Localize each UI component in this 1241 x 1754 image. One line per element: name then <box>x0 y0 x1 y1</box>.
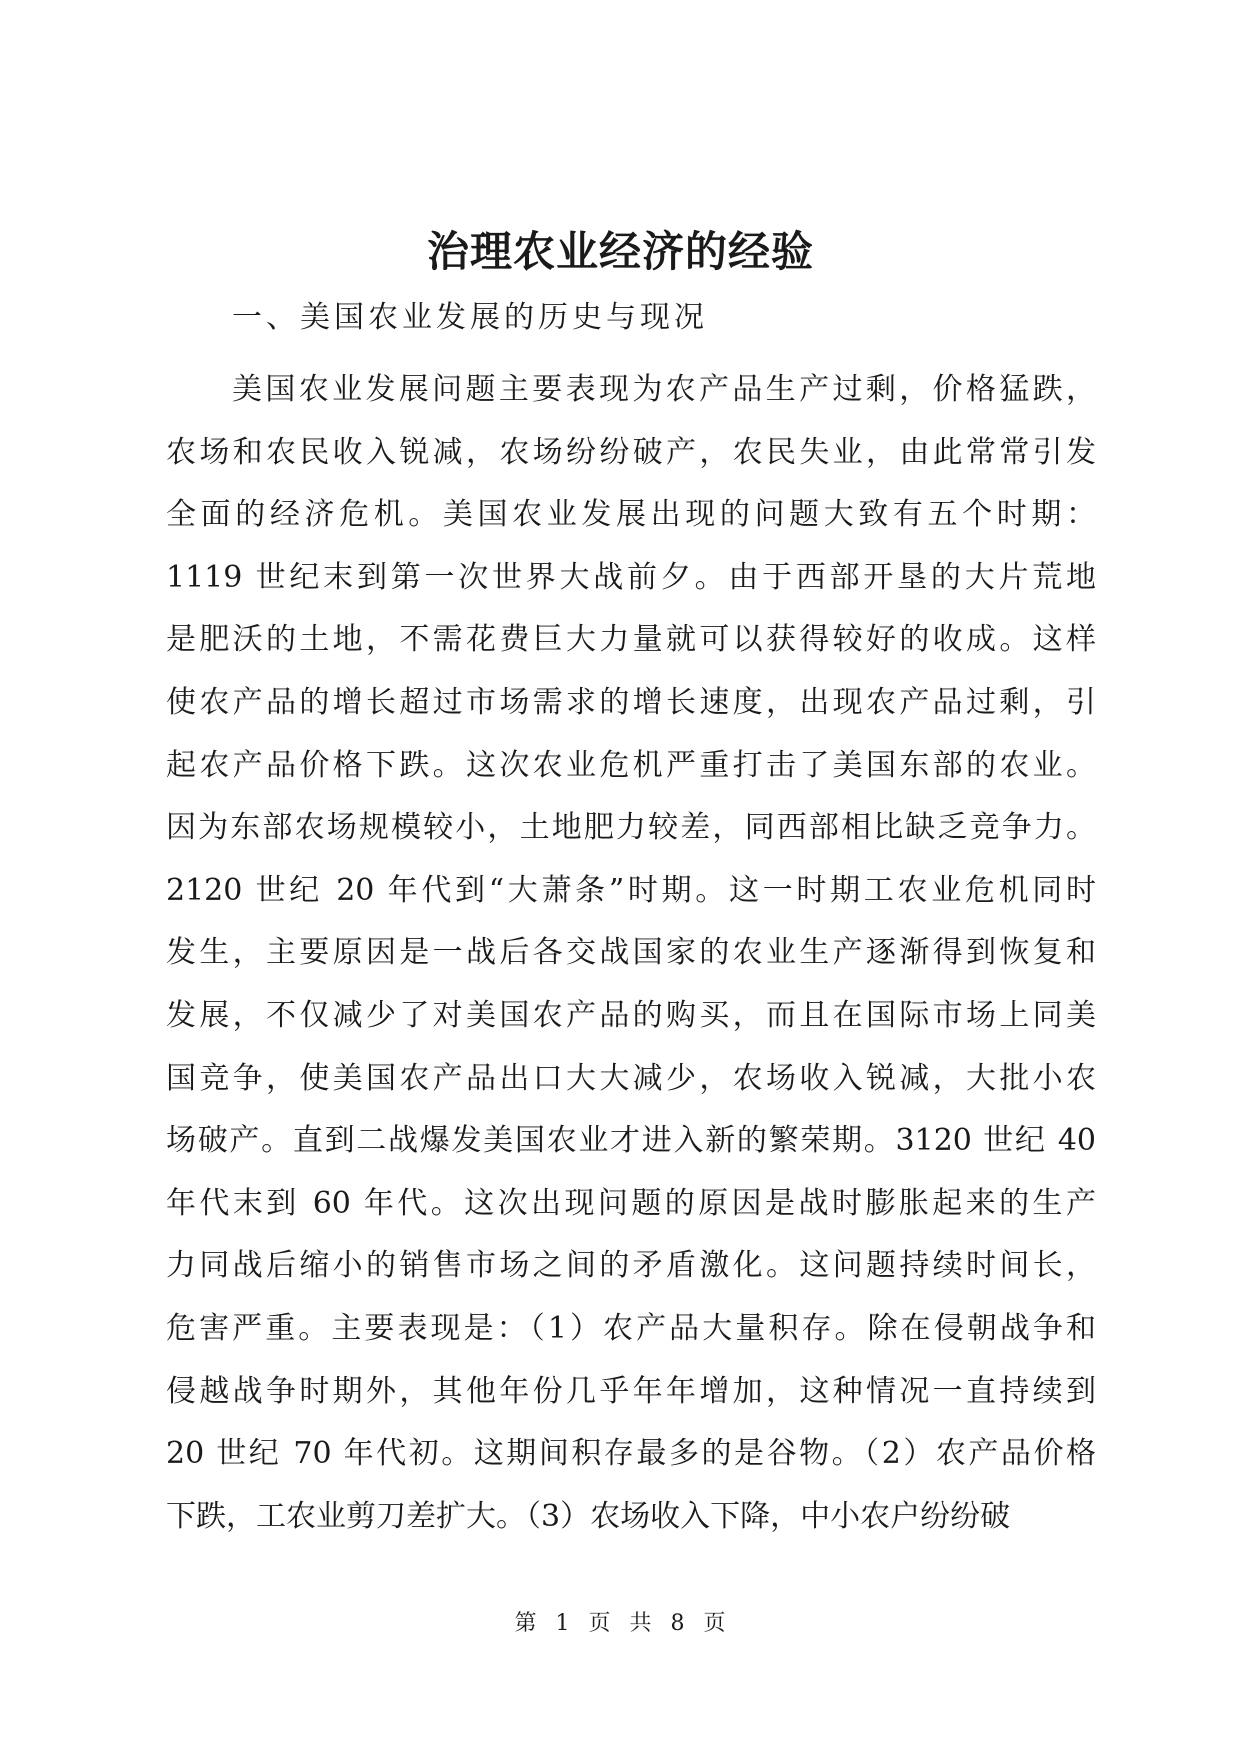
paragraph-line: 2120 世纪 20 年代到“大萧条”时期。这一时期工农业危机同时 <box>166 872 1096 908</box>
paragraph-line: 场破产。直到二战爆发美国农业才进入新的繁荣期。3120 世纪 40 <box>166 1123 1096 1159</box>
paragraph-line: 因为东部农场规模较小，土地肥力较差，同西部相比缺乏竞争力。 <box>166 810 1096 846</box>
paragraph-line: 美国农业发展问题主要表现为农产品生产过剩，价格猛跌， <box>232 372 1096 407</box>
body-paragraph <box>166 359 1096 1548</box>
paragraph-line: 发生，主要原因是一战后各交战国家的农业生产逐渐得到恢复和 <box>166 935 1096 971</box>
section-heading: 一、美国农业发展的历史与现况 <box>232 300 708 335</box>
paragraph-line: 年代末到 60 年代。这次出现问题的原因是战时膨胀起来的生产 <box>166 1185 1096 1221</box>
paragraph-line: 农场和农民收入锐减，农场纷纷破产，农民失业，由此常常引发 <box>166 434 1096 470</box>
paragraph-line: 使农产品的增长超过市场需求的增长速度，出现农产品过剩，引 <box>166 684 1096 720</box>
paragraph-line: 发展，不仅减少了对美国农产品的购买，而且在国际市场上同美 <box>166 997 1096 1033</box>
paragraph-line: 20 世纪 70 年代初。这期间积存最多的是谷物。（2）农产品价格 <box>166 1436 1096 1472</box>
paragraph-line: 侵越战争时期外，其他年份几乎年年增加，这种情况一直持续到 <box>166 1373 1096 1409</box>
paragraph-line: 力同战后缩小的销售市场之间的矛盾激化。这问题持续时间长， <box>166 1248 1096 1284</box>
paragraph-line: 1119 世纪末到第一次世界大战前夕。由于西部开垦的大片荒地 <box>166 559 1096 595</box>
document-title: 治理农业经济的经验 <box>426 227 814 276</box>
paragraph-line: 下跌，工农业剪刀差扩大。（3）农场收入下降，中小农户纷纷破 <box>166 1498 1011 1534</box>
paragraph-line: 全面的经济危机。美国农业发展出现的问题大致有五个时期： <box>166 497 1096 533</box>
paragraph-line: 危害严重。主要表现是：（1）农产品大量积存。除在侵朝战争和 <box>166 1310 1096 1346</box>
paragraph-line: 国竞争，使美国农产品出口大大减少，农场收入锐减，大批小农 <box>166 1060 1096 1096</box>
page-number-footer: 第 1 页 共 8 页 <box>514 1611 727 1636</box>
paragraph-line: 起农产品价格下跌。这次农业危机严重打击了美国东部的农业。 <box>166 747 1096 783</box>
paragraph-line: 是肥沃的土地，不需花费巨大力量就可以获得较好的收成。这样 <box>166 622 1096 658</box>
